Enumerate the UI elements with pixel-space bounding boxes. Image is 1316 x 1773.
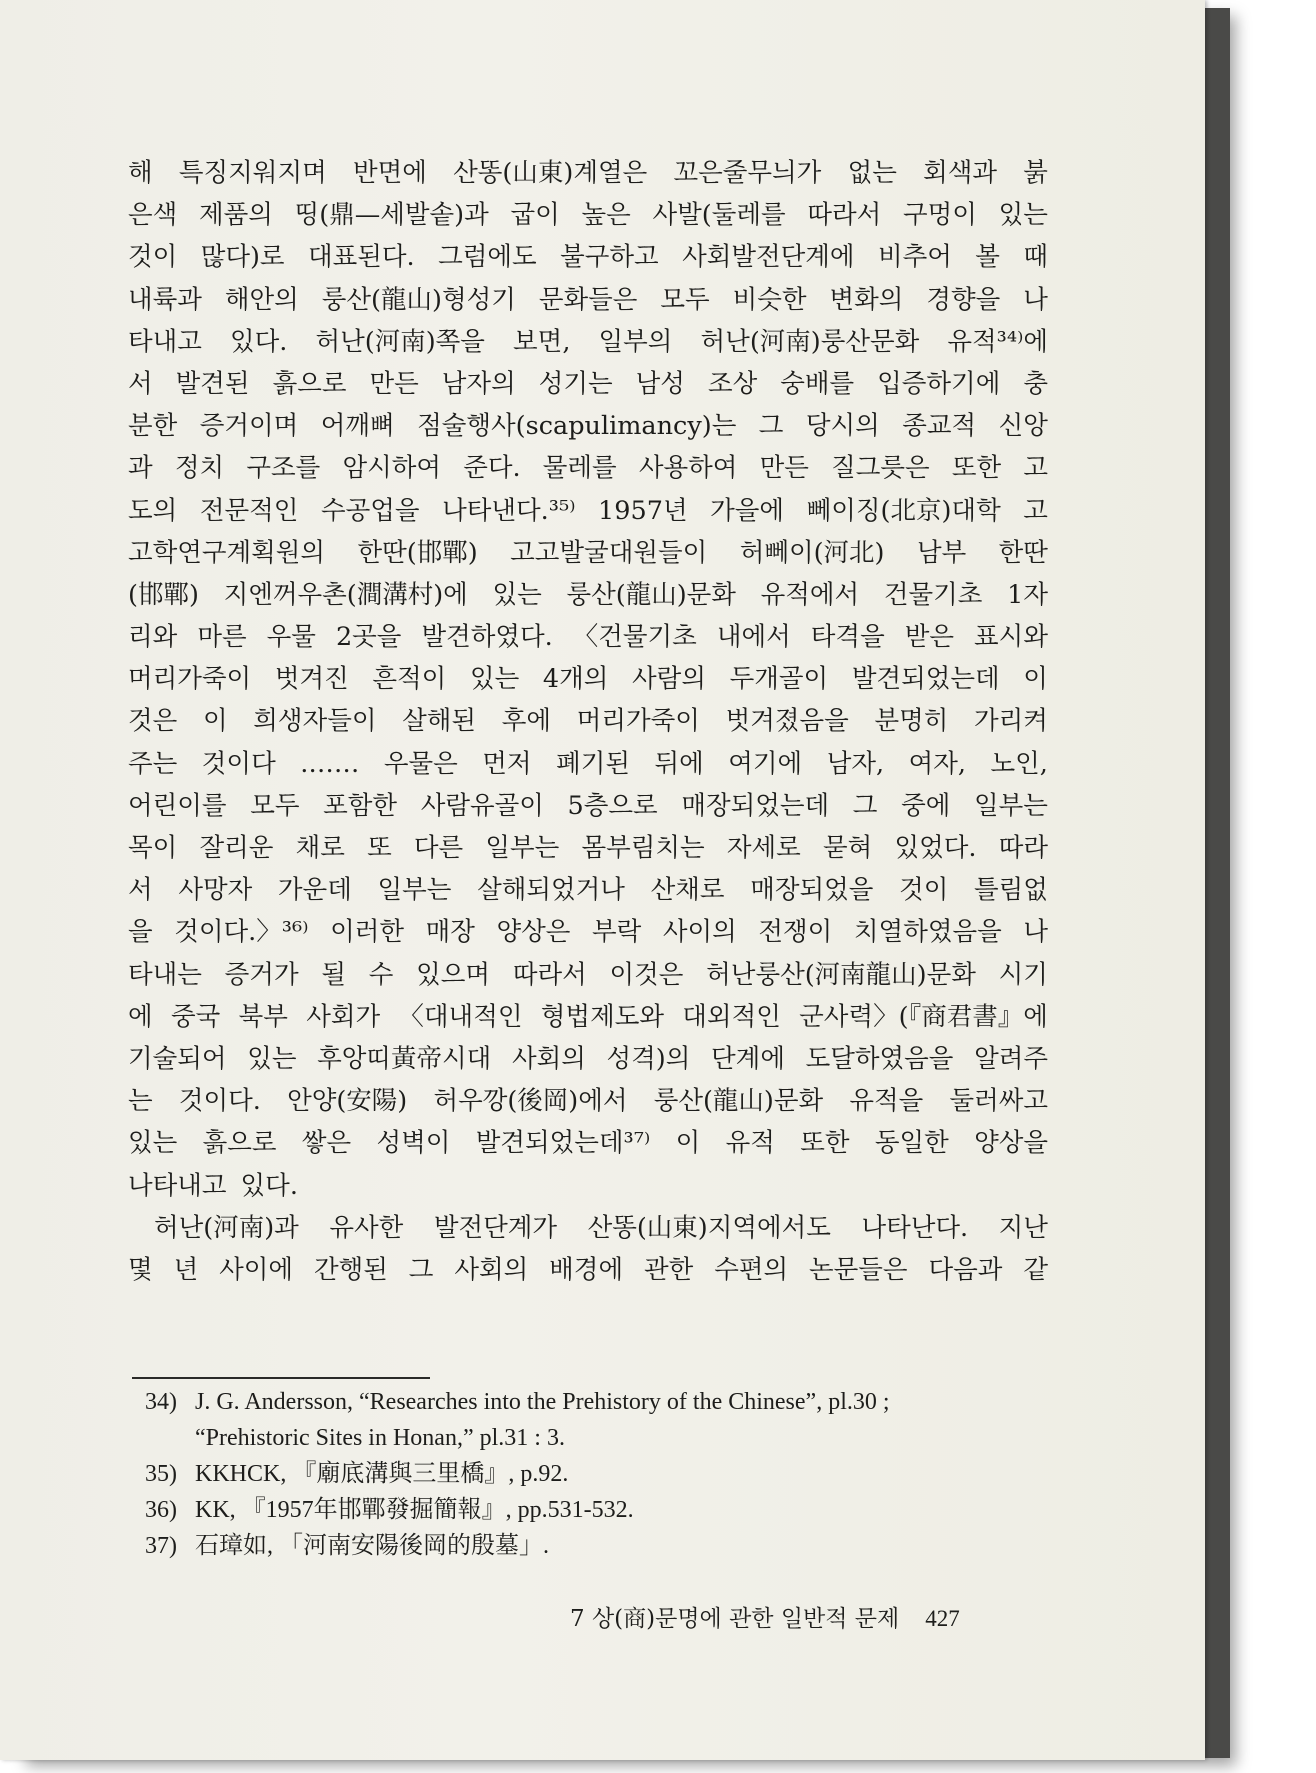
word: 문화들은	[538, 284, 638, 315]
word: 높은	[581, 200, 631, 231]
word: 만든	[759, 453, 809, 484]
word: 살해되었거나	[477, 875, 625, 906]
running-footer	[570, 1600, 960, 1633]
word: 폐기된	[556, 748, 630, 779]
word: 북부	[238, 1001, 288, 1032]
text-line	[128, 658, 1048, 700]
word: 잘리운	[199, 833, 274, 863]
word: 간행된	[313, 1254, 388, 1285]
word: 준다.	[463, 453, 521, 484]
text-line	[128, 616, 1048, 658]
word: 가운데	[277, 875, 352, 906]
word: 가을에	[710, 495, 785, 526]
word: 표시와	[974, 622, 1048, 653]
word: 없는	[847, 158, 897, 188]
word: 보면,	[513, 326, 571, 357]
word: 후앙띠黃帝시대	[317, 1043, 492, 1074]
word: 발견되었는데	[851, 664, 1000, 695]
word: 질그릇은	[831, 453, 930, 484]
word: 이러한	[330, 917, 404, 948]
word: 성벽이	[376, 1128, 451, 1159]
word: 룽산(龍山)형성기	[321, 284, 516, 315]
text-line	[128, 1038, 1048, 1080]
word: 서	[128, 875, 153, 906]
text-line	[128, 574, 1048, 616]
word: 사이의	[662, 917, 737, 948]
word: 또한	[800, 1128, 850, 1159]
word: 사발(둘레를	[652, 200, 786, 231]
word: 룽산(龍山)문화	[566, 579, 736, 610]
word: 수공업을	[320, 495, 420, 526]
word: 꼬은줄무늬가	[673, 158, 822, 188]
chapter-title: 7 상(商)문명에 관한 일반적 문제	[570, 1606, 900, 1632]
word: 수편의	[714, 1254, 789, 1285]
word: 〈건물기초	[572, 622, 697, 653]
text-line	[128, 785, 1048, 827]
word: 성격)의	[606, 1043, 691, 1074]
word: 서	[128, 368, 153, 399]
word: 군사력〉(『商君書』에	[799, 1001, 1048, 1032]
word: 나타내고	[128, 1170, 227, 1201]
word: 받은	[904, 622, 955, 653]
word: 발견된	[175, 368, 250, 399]
footnote-text: KK, 『1957年邯鄲發掘簡報』, pp.531-532.	[195, 1497, 634, 1523]
text-line	[128, 911, 1048, 953]
word: 있는	[998, 200, 1048, 231]
text-line	[128, 743, 1048, 785]
word: 점술행사(scapulimancy)는	[417, 411, 737, 442]
word: 유사한	[329, 1212, 404, 1243]
word: 허난(河南)과	[154, 1212, 299, 1243]
word: 허난룽산(河南龍山)문화	[706, 959, 976, 990]
word: 있었다.	[894, 833, 977, 863]
word: 남자,	[826, 748, 885, 779]
text-line	[128, 152, 1048, 194]
word: 가리켜	[974, 706, 1048, 737]
word: 충	[1023, 368, 1048, 399]
word: 숭배를	[780, 368, 855, 399]
word: 조상	[707, 368, 758, 399]
footnote-number: 36)	[145, 1497, 177, 1523]
word: 발전단계가	[433, 1212, 557, 1243]
footnote-text: 石璋如, 「河南安陽後岡的殷墓」.	[195, 1533, 549, 1559]
word: 논문들은	[809, 1254, 908, 1285]
word: 또한	[951, 453, 1002, 484]
word: 특징지워지며	[178, 158, 327, 188]
word: 구조를	[246, 453, 321, 484]
word: 산똥(山東)계열은	[453, 158, 648, 188]
text-line	[128, 490, 1048, 532]
word: 5층으로	[567, 790, 658, 821]
word: 다음과	[928, 1254, 1003, 1285]
text-line	[128, 827, 1048, 869]
word: 일부는	[974, 790, 1048, 821]
word: 제품의	[199, 200, 273, 231]
word: 벗겨졌음을	[725, 706, 849, 737]
word: 내에서	[716, 622, 791, 653]
footnotes	[145, 1384, 1045, 1564]
word: 1957년	[598, 495, 688, 526]
word: 굽이	[510, 200, 560, 231]
word: 신앙	[998, 411, 1048, 442]
word: 시기	[998, 959, 1048, 990]
word: 유적에서	[760, 579, 860, 610]
footnote-number: 37)	[145, 1533, 177, 1559]
word: 다른	[413, 833, 464, 863]
text-line	[128, 405, 1048, 447]
word: 고학연구계획원의	[128, 537, 326, 568]
word: 년	[173, 1254, 199, 1285]
footnote-text: KKHCK, 『廟底溝與三里橋』, p.92.	[195, 1461, 569, 1487]
word: 많다)로	[200, 242, 285, 273]
word: 사망자	[178, 875, 253, 906]
word: 불구하고	[560, 242, 659, 273]
word: 볼	[975, 242, 1000, 273]
word: 〈대내적인	[398, 1001, 523, 1032]
word: 그	[852, 790, 878, 821]
word: 유적을	[849, 1086, 924, 1117]
text-line	[128, 1249, 1048, 1291]
word: 될	[321, 959, 346, 990]
word: 뒤에	[654, 748, 704, 779]
word: 산똥(山東)지역에서도	[587, 1212, 831, 1243]
word: 알려주	[974, 1043, 1048, 1074]
word: 지엔꺼우촌(澗溝村)에	[223, 579, 468, 610]
word: 있다.	[230, 326, 288, 357]
word: 남자의	[441, 368, 516, 399]
footnote-line	[145, 1384, 1045, 1420]
word: 정치	[174, 453, 225, 484]
word: 따라서	[512, 959, 587, 990]
word: 것이	[128, 242, 178, 273]
word: 흙으로	[272, 368, 347, 399]
word: 전문적인	[199, 495, 299, 526]
word: 비추어	[877, 242, 952, 273]
word: 해	[128, 158, 153, 188]
text-line	[128, 447, 1048, 489]
word: 2곳을	[335, 622, 402, 653]
word: 것은	[128, 706, 178, 737]
word: 것이	[899, 875, 949, 906]
word: 타내는	[128, 959, 202, 990]
word: 중에	[901, 790, 951, 821]
word: 것이다	[201, 748, 276, 779]
page-number: 427	[925, 1606, 960, 1631]
footnote-divider	[132, 1377, 430, 1379]
word: 남부	[916, 537, 967, 568]
word: 매장	[425, 917, 475, 948]
word: 모두	[250, 790, 300, 821]
word: 에	[128, 1001, 153, 1032]
word: 관한	[644, 1254, 694, 1285]
word: 타격을	[810, 622, 885, 653]
word: (邯鄲)	[128, 579, 199, 610]
word: 대외적인	[682, 1001, 781, 1032]
text-line	[128, 321, 1048, 363]
word: 흔적이	[372, 664, 447, 695]
footnote-line	[145, 1456, 1045, 1492]
word: 고고발굴대원들이	[510, 537, 708, 568]
word: 여자,	[908, 748, 966, 779]
word: 있는	[128, 1128, 178, 1159]
word: 도의	[128, 495, 178, 526]
word: 도달하였음을	[805, 1043, 954, 1074]
word: 발견하였다.	[421, 622, 553, 653]
word: 분명히	[874, 706, 949, 737]
word: 주는	[128, 748, 178, 779]
word: 띵(鼎—세발솥)과	[294, 200, 489, 231]
word: 틀림없	[974, 875, 1048, 906]
word: 1자	[1007, 579, 1048, 610]
word: 이	[202, 706, 228, 737]
word: 그	[408, 1254, 434, 1285]
word: 마른	[197, 622, 247, 653]
word: 한딴	[998, 537, 1048, 568]
word: 비슷한	[732, 284, 807, 315]
word: 노인,	[990, 748, 1048, 779]
text-line	[128, 532, 1048, 574]
word: 있는	[492, 579, 542, 610]
word: 후에	[501, 706, 552, 737]
word: 허난(河南)룽산문화	[700, 326, 920, 357]
word: 따라	[998, 833, 1048, 863]
word: 우물	[266, 622, 316, 653]
word: 이것은	[609, 959, 684, 990]
footnote-number: 34)	[145, 1389, 177, 1415]
word: 그럼에도	[438, 242, 537, 273]
word: 성기는	[538, 368, 613, 399]
text-line	[128, 194, 1048, 236]
word: 먼저	[482, 748, 532, 779]
word: 머리가죽이	[128, 664, 252, 695]
word: 나	[1023, 917, 1048, 948]
text-line	[128, 996, 1048, 1038]
footnote-number: 35)	[145, 1461, 177, 1487]
word: 유적³⁴⁾에	[947, 326, 1048, 357]
word: 사람의	[632, 664, 706, 695]
footnote-text: J. G. Andersson, “Researches into the Prehistory of the Chinese”, pl.30 ;	[195, 1389, 890, 1415]
word: 어깨뼈	[320, 411, 395, 442]
word: 증거이며	[199, 411, 299, 442]
word: 고	[1023, 495, 1048, 526]
word: 이	[1023, 664, 1048, 695]
word: 일부는	[485, 833, 560, 863]
word: 내륙과	[128, 284, 202, 315]
text-line	[128, 700, 1048, 742]
word: 경향을	[926, 284, 1001, 315]
word: 뻬이징(北京)대학	[806, 495, 1001, 526]
word: 변화의	[829, 284, 904, 315]
word: 남성	[635, 368, 685, 399]
word: 몇	[128, 1254, 153, 1285]
word: 쌓은	[301, 1128, 352, 1159]
word: 을	[128, 917, 153, 948]
word: 사회발전단계에	[682, 242, 855, 273]
word: 사회의	[511, 1043, 586, 1074]
word: 치열하였음을	[853, 917, 1002, 948]
word: 우물은	[383, 748, 458, 779]
word: 룽산(龍山)문화	[653, 1086, 824, 1117]
word: 묻혀	[823, 833, 873, 863]
word: 또	[367, 833, 392, 863]
word: 당시의	[805, 411, 880, 442]
footnote-line	[145, 1528, 1045, 1564]
word: 몸부림치는	[581, 833, 705, 863]
word: 양상은	[496, 917, 571, 948]
word: 기술되어	[128, 1043, 227, 1074]
word: 포함한	[323, 790, 398, 821]
text-line	[128, 954, 1048, 996]
word: 은색	[128, 200, 178, 231]
word: 증거가	[224, 959, 299, 990]
word: 붉	[1023, 158, 1048, 188]
footnote-line	[145, 1420, 1045, 1456]
word: 허우깡(後岡)에서	[433, 1086, 628, 1117]
word: 유적	[725, 1128, 775, 1159]
word: 목이	[128, 833, 178, 863]
word: 사회가	[306, 1001, 381, 1032]
word: 나타낸다.³⁵⁾	[442, 495, 576, 526]
word: 둘러싸고	[949, 1086, 1048, 1117]
body-text	[128, 152, 1048, 1291]
word: 발견되었는데³⁷⁾	[475, 1128, 651, 1159]
footnote-line	[145, 1492, 1045, 1528]
word: 구멍이	[902, 200, 977, 231]
word: 종교적	[902, 411, 977, 442]
word: 채로	[295, 833, 345, 863]
word: 따라서	[807, 200, 882, 231]
word: 것이다.	[178, 1086, 261, 1117]
word: 동일한	[874, 1128, 949, 1159]
word: 있는	[247, 1043, 297, 1074]
word: 그	[758, 411, 784, 442]
word: 물레를	[542, 453, 617, 484]
word: 반면에	[352, 158, 427, 188]
word: 사이에	[219, 1254, 294, 1285]
word: 때	[1023, 242, 1048, 273]
word: 모두	[660, 284, 710, 315]
word: 는	[128, 1086, 153, 1117]
word: 한딴(邯鄲)	[357, 537, 478, 568]
text-line	[128, 1207, 1048, 1249]
text-line	[128, 1165, 1048, 1207]
footnote-text: “Prehistoric Sites in Honan,” pl.31 : 3.	[195, 1425, 565, 1451]
word: 산채로	[650, 875, 725, 906]
word: 나	[1023, 284, 1048, 315]
word: 과	[128, 453, 153, 484]
word: 건물기초	[883, 579, 983, 610]
word: 부락	[592, 917, 642, 948]
word: 양상을	[974, 1128, 1048, 1159]
word: 단계에	[711, 1043, 785, 1074]
word: 있다.	[240, 1170, 298, 1201]
word: 중국	[170, 1001, 221, 1032]
text-line	[128, 1122, 1048, 1164]
word: 분한	[128, 411, 178, 442]
text-line	[128, 1080, 1048, 1122]
word: .……	[300, 748, 360, 779]
word: 매장되었을	[750, 875, 874, 906]
word: 회색과	[923, 158, 998, 188]
word: 일부의	[598, 326, 673, 357]
word: 벗겨진	[274, 664, 349, 695]
word: 사용하여	[638, 453, 738, 484]
word: 같	[1023, 1254, 1048, 1285]
word: 있으며	[416, 959, 491, 990]
word: 어린이를	[128, 790, 227, 821]
word: 허난(河南)쪽을	[315, 326, 485, 357]
word: 머리가죽이	[576, 706, 700, 737]
word: 흙으로	[202, 1128, 277, 1159]
word: 사람유골이	[420, 790, 544, 821]
word: 나타난다.	[861, 1212, 969, 1243]
word: 여기에	[728, 748, 803, 779]
word: 두개골이	[729, 664, 829, 695]
word: 배경에	[549, 1254, 624, 1285]
word: 사회의	[454, 1254, 529, 1285]
word: 입증하기에	[877, 368, 1001, 399]
word: 대표된다.	[308, 242, 415, 273]
text-line	[128, 869, 1048, 911]
text-line	[128, 236, 1048, 278]
word: 자세로	[726, 833, 801, 863]
word: 형법제도와	[540, 1001, 664, 1032]
word: 허뻬이(河北)	[739, 537, 885, 568]
word: 리와	[128, 622, 178, 653]
word: 4개의	[542, 664, 609, 695]
word: 타내고	[128, 326, 202, 357]
word: 전쟁이	[758, 917, 833, 948]
word: 이	[675, 1128, 701, 1159]
text-line	[128, 279, 1048, 321]
word: 희생자들이	[253, 706, 377, 737]
word: 수	[368, 959, 394, 990]
word: 일부는	[377, 875, 452, 906]
word: 고	[1023, 453, 1048, 484]
word: 매장되었는데	[681, 790, 830, 821]
word: 만든	[369, 368, 419, 399]
word: 암시하여	[342, 453, 441, 484]
word: 안양(安陽)	[287, 1086, 408, 1117]
text-line	[128, 363, 1048, 405]
word: 살해된	[402, 706, 477, 737]
word: 것이다.〉³⁶⁾	[174, 917, 309, 948]
word: 있는	[469, 664, 520, 695]
word: 지난	[998, 1212, 1048, 1243]
word: 해안의	[224, 284, 299, 315]
